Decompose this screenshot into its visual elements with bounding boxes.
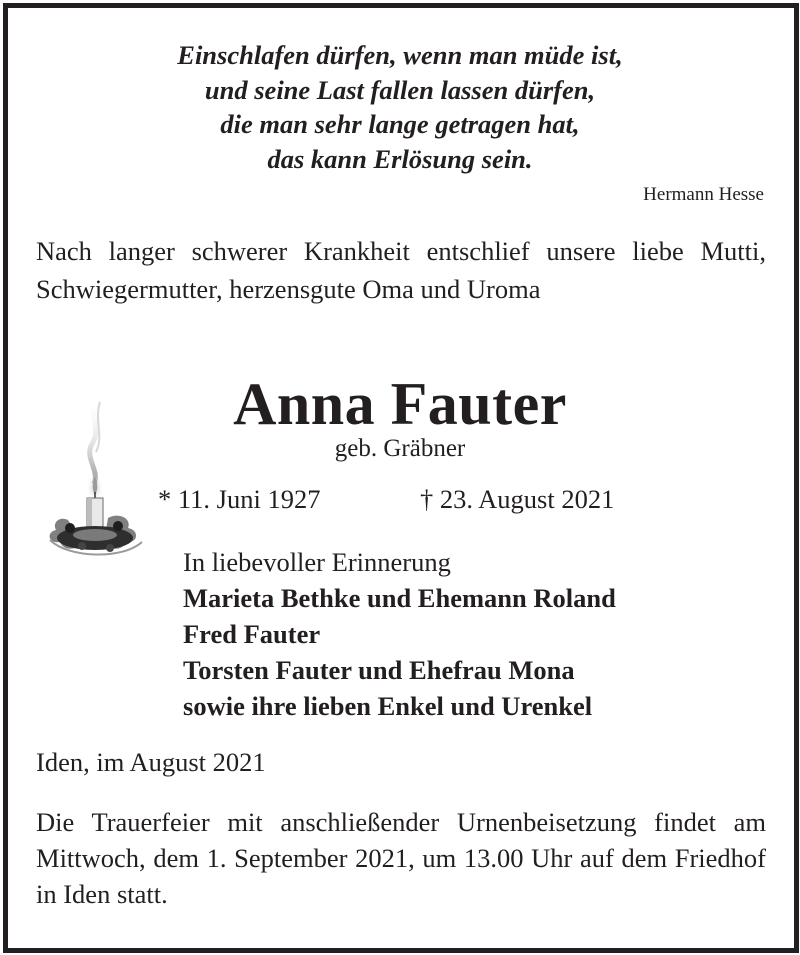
poem-line: und seine Last fallen lassen dürfen, <box>204 74 596 105</box>
mourner-name: Marieta Bethke und Ehemann Roland <box>183 583 616 613</box>
mourner-name: Torsten Fauter und Ehefrau Mona <box>183 655 575 685</box>
mourners-lead: In liebevoller Erinnerung <box>183 547 451 577</box>
death-date: † 23. August 2021 <box>420 484 615 514</box>
poem-line: die man sehr lange getragen hat, <box>220 109 580 139</box>
poem-author: Hermann Hesse <box>643 184 764 205</box>
intro-text: Nach langer schwerer Krankheit entschlief unsere liebe Mutti, Schwiegermutter, herzensgute Oma und Uroma <box>36 236 766 304</box>
mourner-name: Fred Fauter <box>183 619 321 649</box>
poem-line: das kann Erlösung sein. <box>267 143 533 174</box>
place-date: Iden, im August 2021 <box>36 747 266 777</box>
birth-date: * 11. Juni 1927 <box>158 484 321 514</box>
poem <box>0 38 800 176</box>
maiden-name: geb. Gräbner <box>334 435 466 462</box>
mourners-block <box>183 544 616 724</box>
poem-line: Einschlafen dürfen, wenn man müde ist, <box>177 40 623 70</box>
deceased-name: Anna Fauter <box>233 371 567 437</box>
funeral-info: Die Trauerfeier mit anschließender Urnenbeisetzung findet am Mittwoch, dem 1. September 2021, um 13.00 Uhr auf dem Friedhof in Iden statt. <box>36 807 766 909</box>
mourner-name: sowie ihre lieben Enkel und Urenkel <box>183 691 593 721</box>
